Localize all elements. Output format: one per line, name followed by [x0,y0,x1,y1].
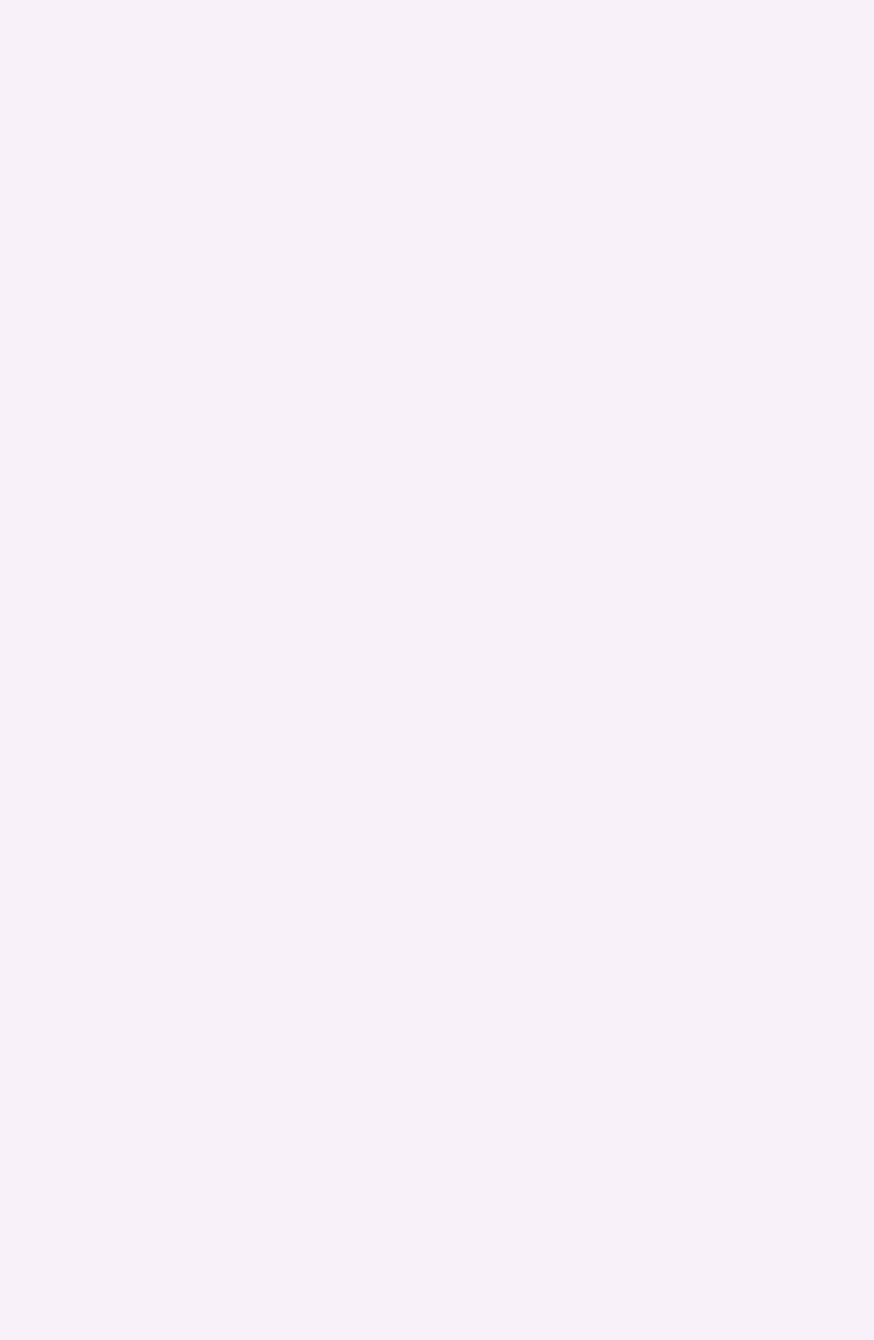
section-title [0,114,874,145]
learning-content [60,176,816,183]
